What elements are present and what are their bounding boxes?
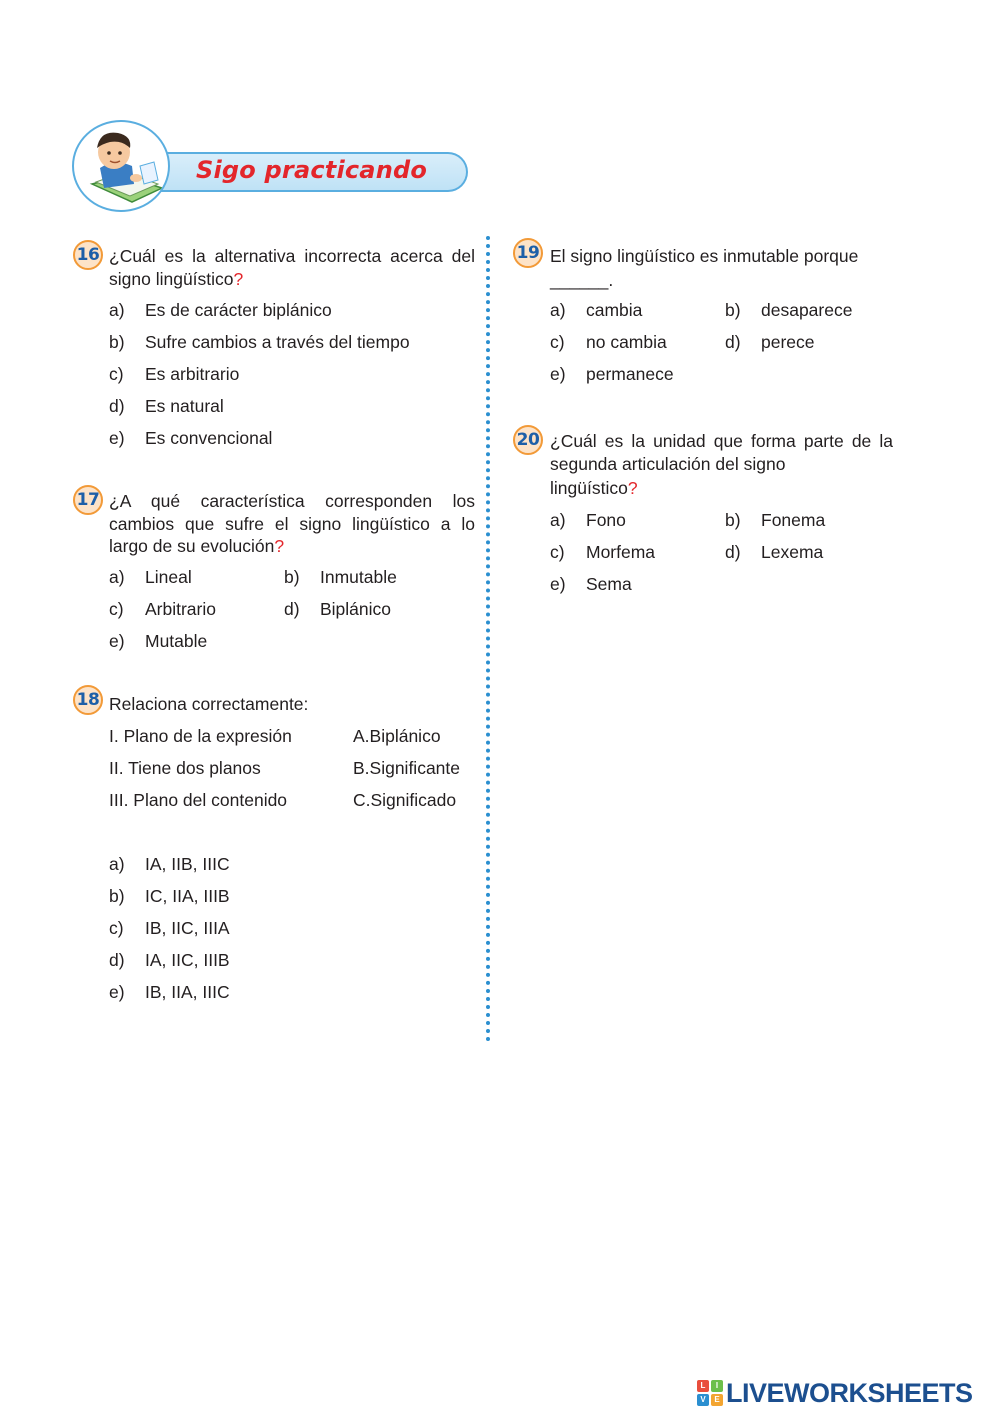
question-20-line-1: ¿Cuál es la unidad que forma parte de la [550,431,893,451]
pair-right-1: A.Biplánico [353,726,441,746]
question-number-19: 19 [513,238,543,268]
option-18-d[interactable]: d) IA, IIC, IIIB [109,950,230,970]
question-19-blank: ______. [550,270,614,290]
question-18-text: Relaciona correctamente: [109,694,309,714]
option-19-d[interactable]: d) perece [725,332,815,352]
logo-text: LIVEWORKSHEETS [726,1377,973,1408]
boy-reading-icon [74,122,170,212]
pair-left-1: I. Plano de la expresión [109,726,292,746]
option-18-c[interactable]: c) IB, IIC, IIIA [109,918,230,938]
option-20-b[interactable]: b) Fonema [725,510,826,530]
question-number-20: 20 [513,425,543,455]
option-16-b[interactable]: b) Sufre cambios a través del tiempo [109,332,410,352]
mascot-image [72,120,170,212]
option-16-c[interactable]: c) Es arbitrario [109,364,240,384]
option-17-d[interactable]: d) Biplánico [284,599,392,619]
option-16-a[interactable]: a) Es de carácter biplánico [109,300,332,320]
question-number-18: 18 [73,685,103,715]
option-17-b[interactable]: b) Inmutable [284,567,397,587]
question-20-line-3: lingüístico? [550,478,638,498]
section-title: Sigo practicando [196,156,428,184]
pair-left-3: III. Plano del contenido [109,790,288,810]
option-19-e[interactable]: e) permanece [550,364,674,384]
pair-left-2: II. Tiene dos planos [109,758,261,778]
column-divider [486,236,490,1042]
option-19-b[interactable]: b) desaparece [725,300,853,320]
question-17-text: ¿A qué característica corresponden los cambios que sufre el signo lingüístico a lo largo de su evolución? [109,491,475,556]
option-20-e[interactable]: e) Sema [550,574,632,594]
option-20-a[interactable]: a) Fono [550,510,626,530]
option-20-d[interactable]: d) Lexema [725,542,824,562]
option-19-a[interactable]: a) cambia [550,300,643,320]
option-20-c[interactable]: c) Morfema [550,542,656,562]
option-18-e[interactable]: e) IB, IIA, IIIC [109,982,230,1002]
liveworksheets-logo[interactable] [697,1378,973,1408]
logo-squares-icon: L I V E [697,1380,723,1406]
pair-right-2: B.Significante [353,758,461,778]
option-18-b[interactable]: b) IC, IIA, IIIB [109,886,230,906]
pair-right-3: C.Significado [353,790,457,810]
option-16-e[interactable]: e) Es convencional [109,428,273,448]
option-16-d[interactable]: d) Es natural [109,396,224,416]
question-16-text: ¿Cuál es la alternativa incorrecta acerca del signo lingüístico? [109,246,475,289]
option-18-a[interactable]: a) IA, IIB, IIIC [109,854,230,874]
question-number-17: 17 [73,485,103,515]
option-17-a[interactable]: a) Lineal [109,567,192,587]
question-20-line-2: segunda articulación del signo [550,454,786,474]
question-number-16: 16 [73,240,103,270]
option-17-c[interactable]: c) Arbitrario [109,599,216,619]
option-17-e[interactable]: e) Mutable [109,631,208,651]
question-19-text: El signo lingüístico es inmutable porque [550,246,859,266]
option-19-c[interactable]: c) no cambia [550,332,667,352]
